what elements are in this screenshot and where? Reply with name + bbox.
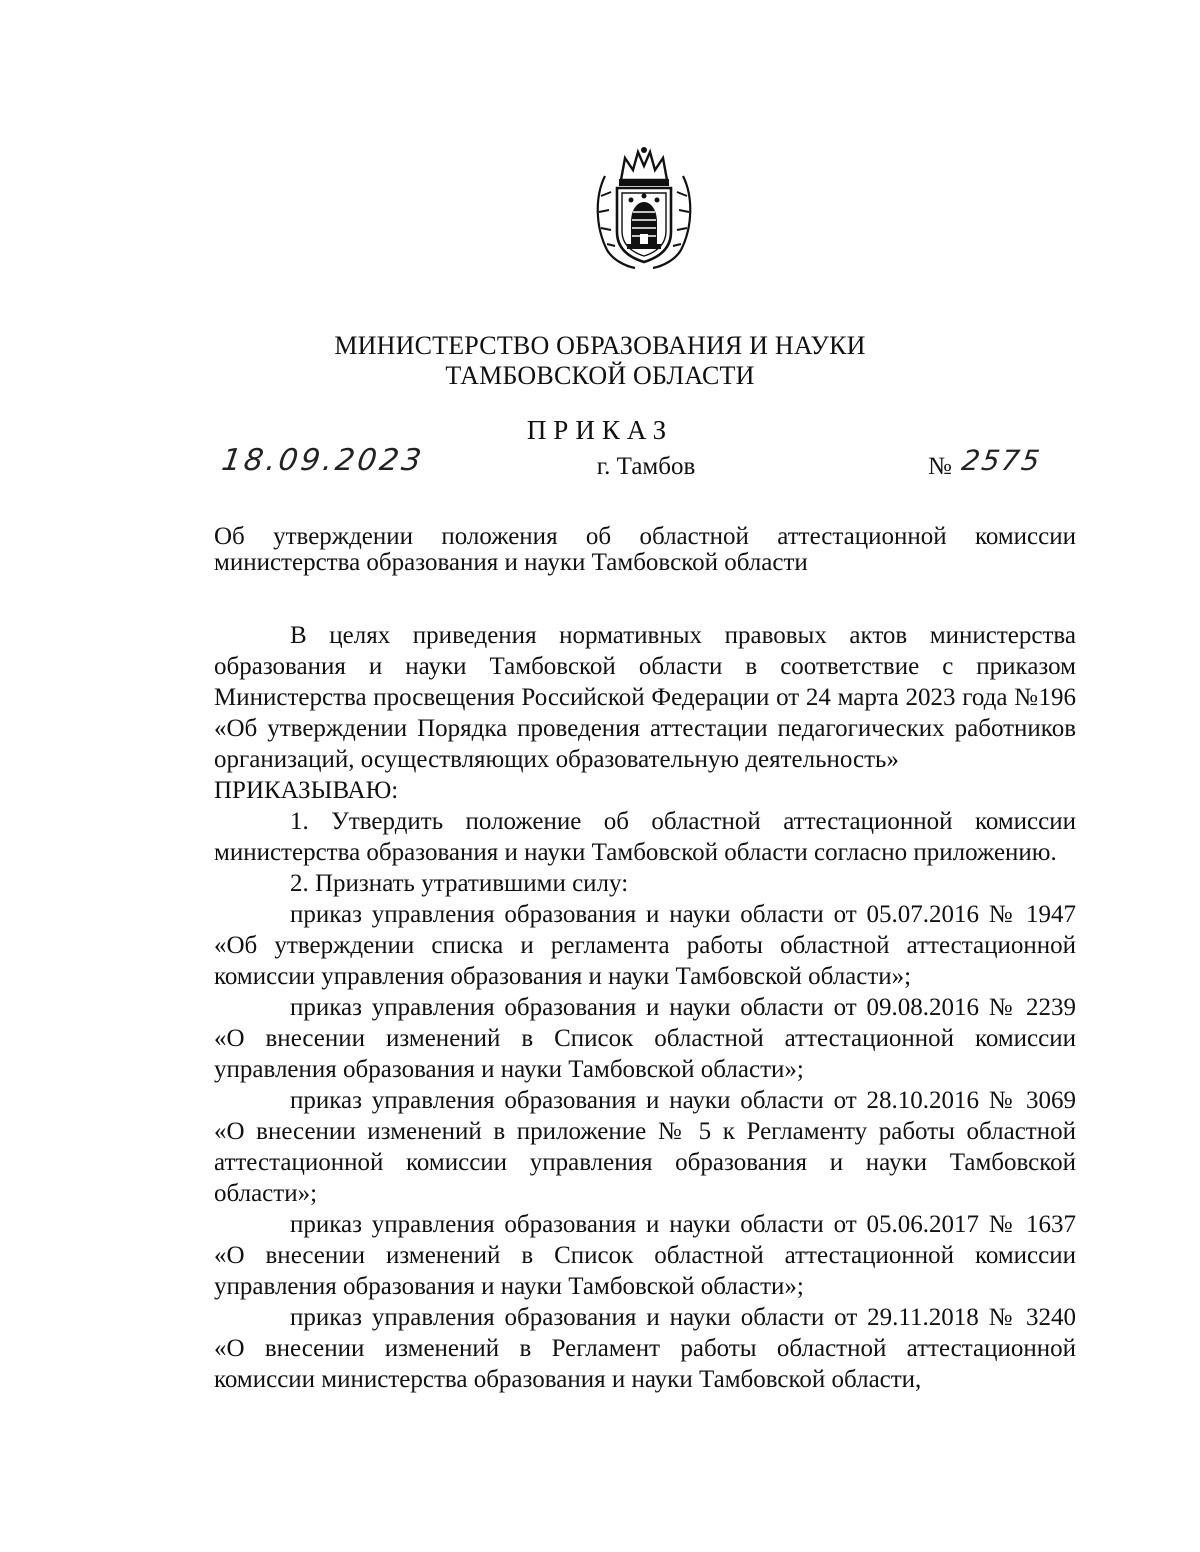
order-title: ПРИКАЗ <box>526 415 674 445</box>
ministry-name <box>0 331 1200 391</box>
item-1-paragraph: 1. Утвердить положение об областной аттестационной комиссии министерства образования и науки Тамбовской области согласно приложению. <box>214 808 1076 866</box>
ministry-line-1: МИНИСТЕРСТВО ОБРАЗОВАНИЯ И НАУКИ <box>334 331 866 360</box>
order-subject: Об утверждении положения об областной аттестационной комиссии министерства образования и науки Тамбовской области <box>214 523 1076 576</box>
revoked-order-item: приказ управления образования и науки области от 29.11.2018 № 3240 «О внесении изменений в Регламент работы областной аттестационной комиссии министерства образования и науки Тамбовской области, <box>214 1304 1076 1393</box>
order-date-handwritten: 18.09.2023 <box>219 443 427 478</box>
order-word: ПРИКАЗЫВАЮ: <box>214 777 399 804</box>
order-city: г. Тамбов <box>596 453 696 480</box>
item-2-paragraph: 2. Признать утратившими силу: <box>290 870 629 897</box>
revoked-order-item: приказ управления образования и науки области от 28.10.2016 № 3069 «О внесении изменений в приложение № 5 к Регламенту работы областной аттестационной комиссии управления образования и науки Тамбовской области»; <box>214 1087 1076 1207</box>
ministry-line-2: ТАМБОВСКОЙ ОБЛАСТИ <box>445 361 755 390</box>
order-body <box>214 620 1076 1395</box>
preamble-paragraph: В целях приведения нормативных правовых актов министерства образования и науки Тамбовской области в соответствие с приказом Министерства просвещения Российской Федерации от 24 марта 2023 года №196 «Об утверждении Порядка проведения аттестации педагогических работников организаций, осуществляющих образовательную деятельность» <box>214 622 1076 773</box>
order-number-label: № <box>928 453 952 480</box>
revoked-order-item: приказ управления образования и науки области от 09.08.2016 № 2239 «О внесении изменений в Список областной аттестационной комиссии управления образования и науки Тамбовской области»; <box>214 994 1076 1083</box>
order-number-handwritten: 2575 <box>959 444 1044 477</box>
coat-of-arms-icon <box>591 146 697 270</box>
revoked-order-item: приказ управления образования и науки области от 05.06.2017 № 1637 «О внесении изменений в Список областной аттестационной комиссии управления образования и науки Тамбовской области»; <box>214 1211 1076 1300</box>
revoked-order-item: приказ управления образования и науки области от 05.07.2016 № 1947 «Об утверждении списка и регламента работы областной аттестационной комиссии управления образования и науки Тамбовской области»; <box>214 901 1076 990</box>
